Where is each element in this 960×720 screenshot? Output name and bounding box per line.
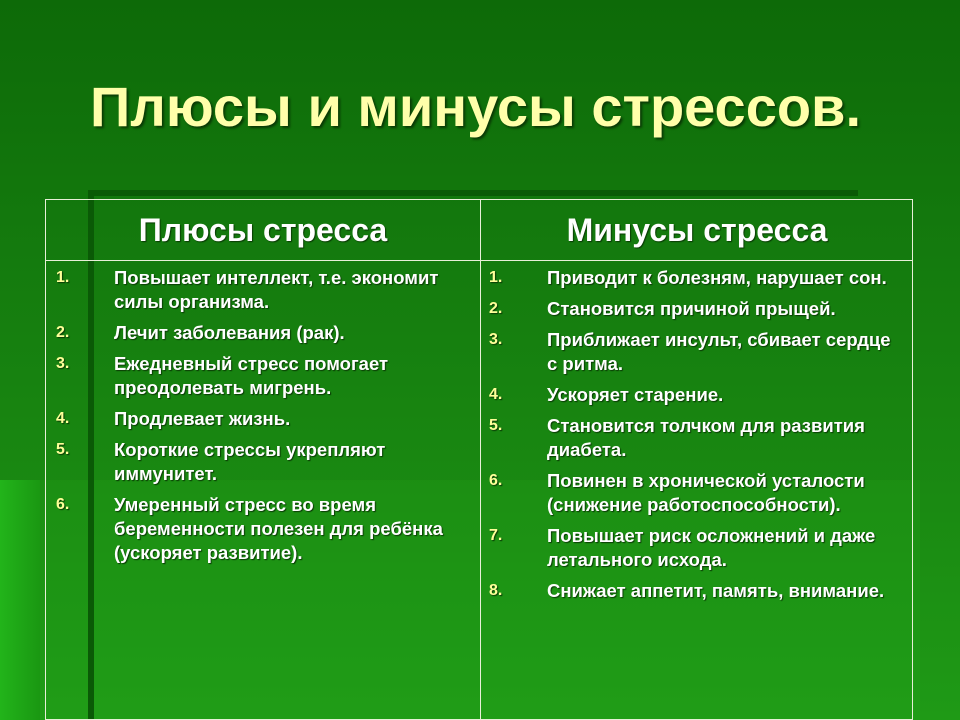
cons-item-number: 5.	[489, 417, 503, 434]
pros-cons-table	[45, 199, 913, 720]
pros-item-number: 4.	[56, 410, 70, 427]
slide-title: Плюсы и минусы стрессов.	[90, 75, 862, 138]
column-divider	[480, 200, 481, 719]
cons-item	[489, 383, 899, 407]
pros-item-number: 6.	[56, 496, 70, 513]
cons-item	[489, 579, 899, 603]
pros-item-text: Лечит заболевания (рак).	[114, 322, 345, 343]
cons-item-number: 8.	[489, 582, 503, 599]
cons-item-text: Становится толчком для развития диабета.	[547, 415, 865, 460]
cons-item-text: Становится причиной прыщей.	[547, 298, 836, 319]
pros-item	[56, 266, 466, 314]
header-divider	[46, 260, 912, 261]
pros-item-number: 5.	[56, 441, 70, 458]
pros-header: Плюсы стресса	[138, 211, 388, 248]
cons-item-text: Ускоряет старение.	[547, 384, 724, 405]
cons-item	[489, 414, 899, 462]
cons-item-number: 7.	[489, 527, 503, 544]
cons-item-text: Повинен в хронической усталости (снижение работоспособности).	[547, 470, 865, 515]
cons-item-number: 4.	[489, 386, 503, 403]
cons-item	[489, 297, 899, 321]
background-shadow-line-top	[88, 190, 858, 196]
cons-item-text: Повышает риск осложнений и даже летального исхода.	[547, 525, 876, 570]
pros-item	[56, 352, 466, 400]
pros-item-text: Короткие стрессы укрепляют иммунитет.	[114, 439, 386, 484]
cons-item-text: Снижает аппетит, память, внимание.	[547, 580, 885, 601]
cons-item-number: 2.	[489, 300, 503, 317]
background-accent	[0, 480, 40, 720]
cons-item-number: 3.	[489, 331, 503, 348]
cons-list	[489, 266, 899, 610]
cons-item	[489, 524, 899, 572]
cons-item-number: 6.	[489, 472, 503, 489]
cons-header: Минусы стресса	[566, 211, 828, 248]
pros-item-text: Ежедневный стресс помогает преодолевать мигрень.	[114, 353, 389, 398]
pros-item	[56, 493, 466, 565]
pros-item-text: Умеренный стресс во время беременности полезен для ребёнка (ускоряет развитие).	[114, 494, 443, 563]
cons-item	[489, 328, 899, 376]
cons-item-number: 1.	[489, 269, 503, 286]
cons-item-text: Приближает инсульт, сбивает сердце с ритма.	[547, 329, 891, 374]
pros-item-text: Повышает интеллект, т.е. экономит силы организма.	[114, 267, 439, 312]
pros-item	[56, 438, 466, 486]
pros-list	[56, 266, 466, 572]
pros-item-number: 3.	[56, 355, 70, 372]
pros-item	[56, 407, 466, 431]
cons-item-text: Приводит к болезням, нарушает сон.	[547, 267, 887, 288]
pros-item-number: 1.	[56, 269, 70, 286]
cons-item	[489, 266, 899, 290]
pros-item-text: Продлевает жизнь.	[114, 408, 291, 429]
pros-item-number: 2.	[56, 324, 70, 341]
pros-item	[56, 321, 466, 345]
cons-item	[489, 469, 899, 517]
